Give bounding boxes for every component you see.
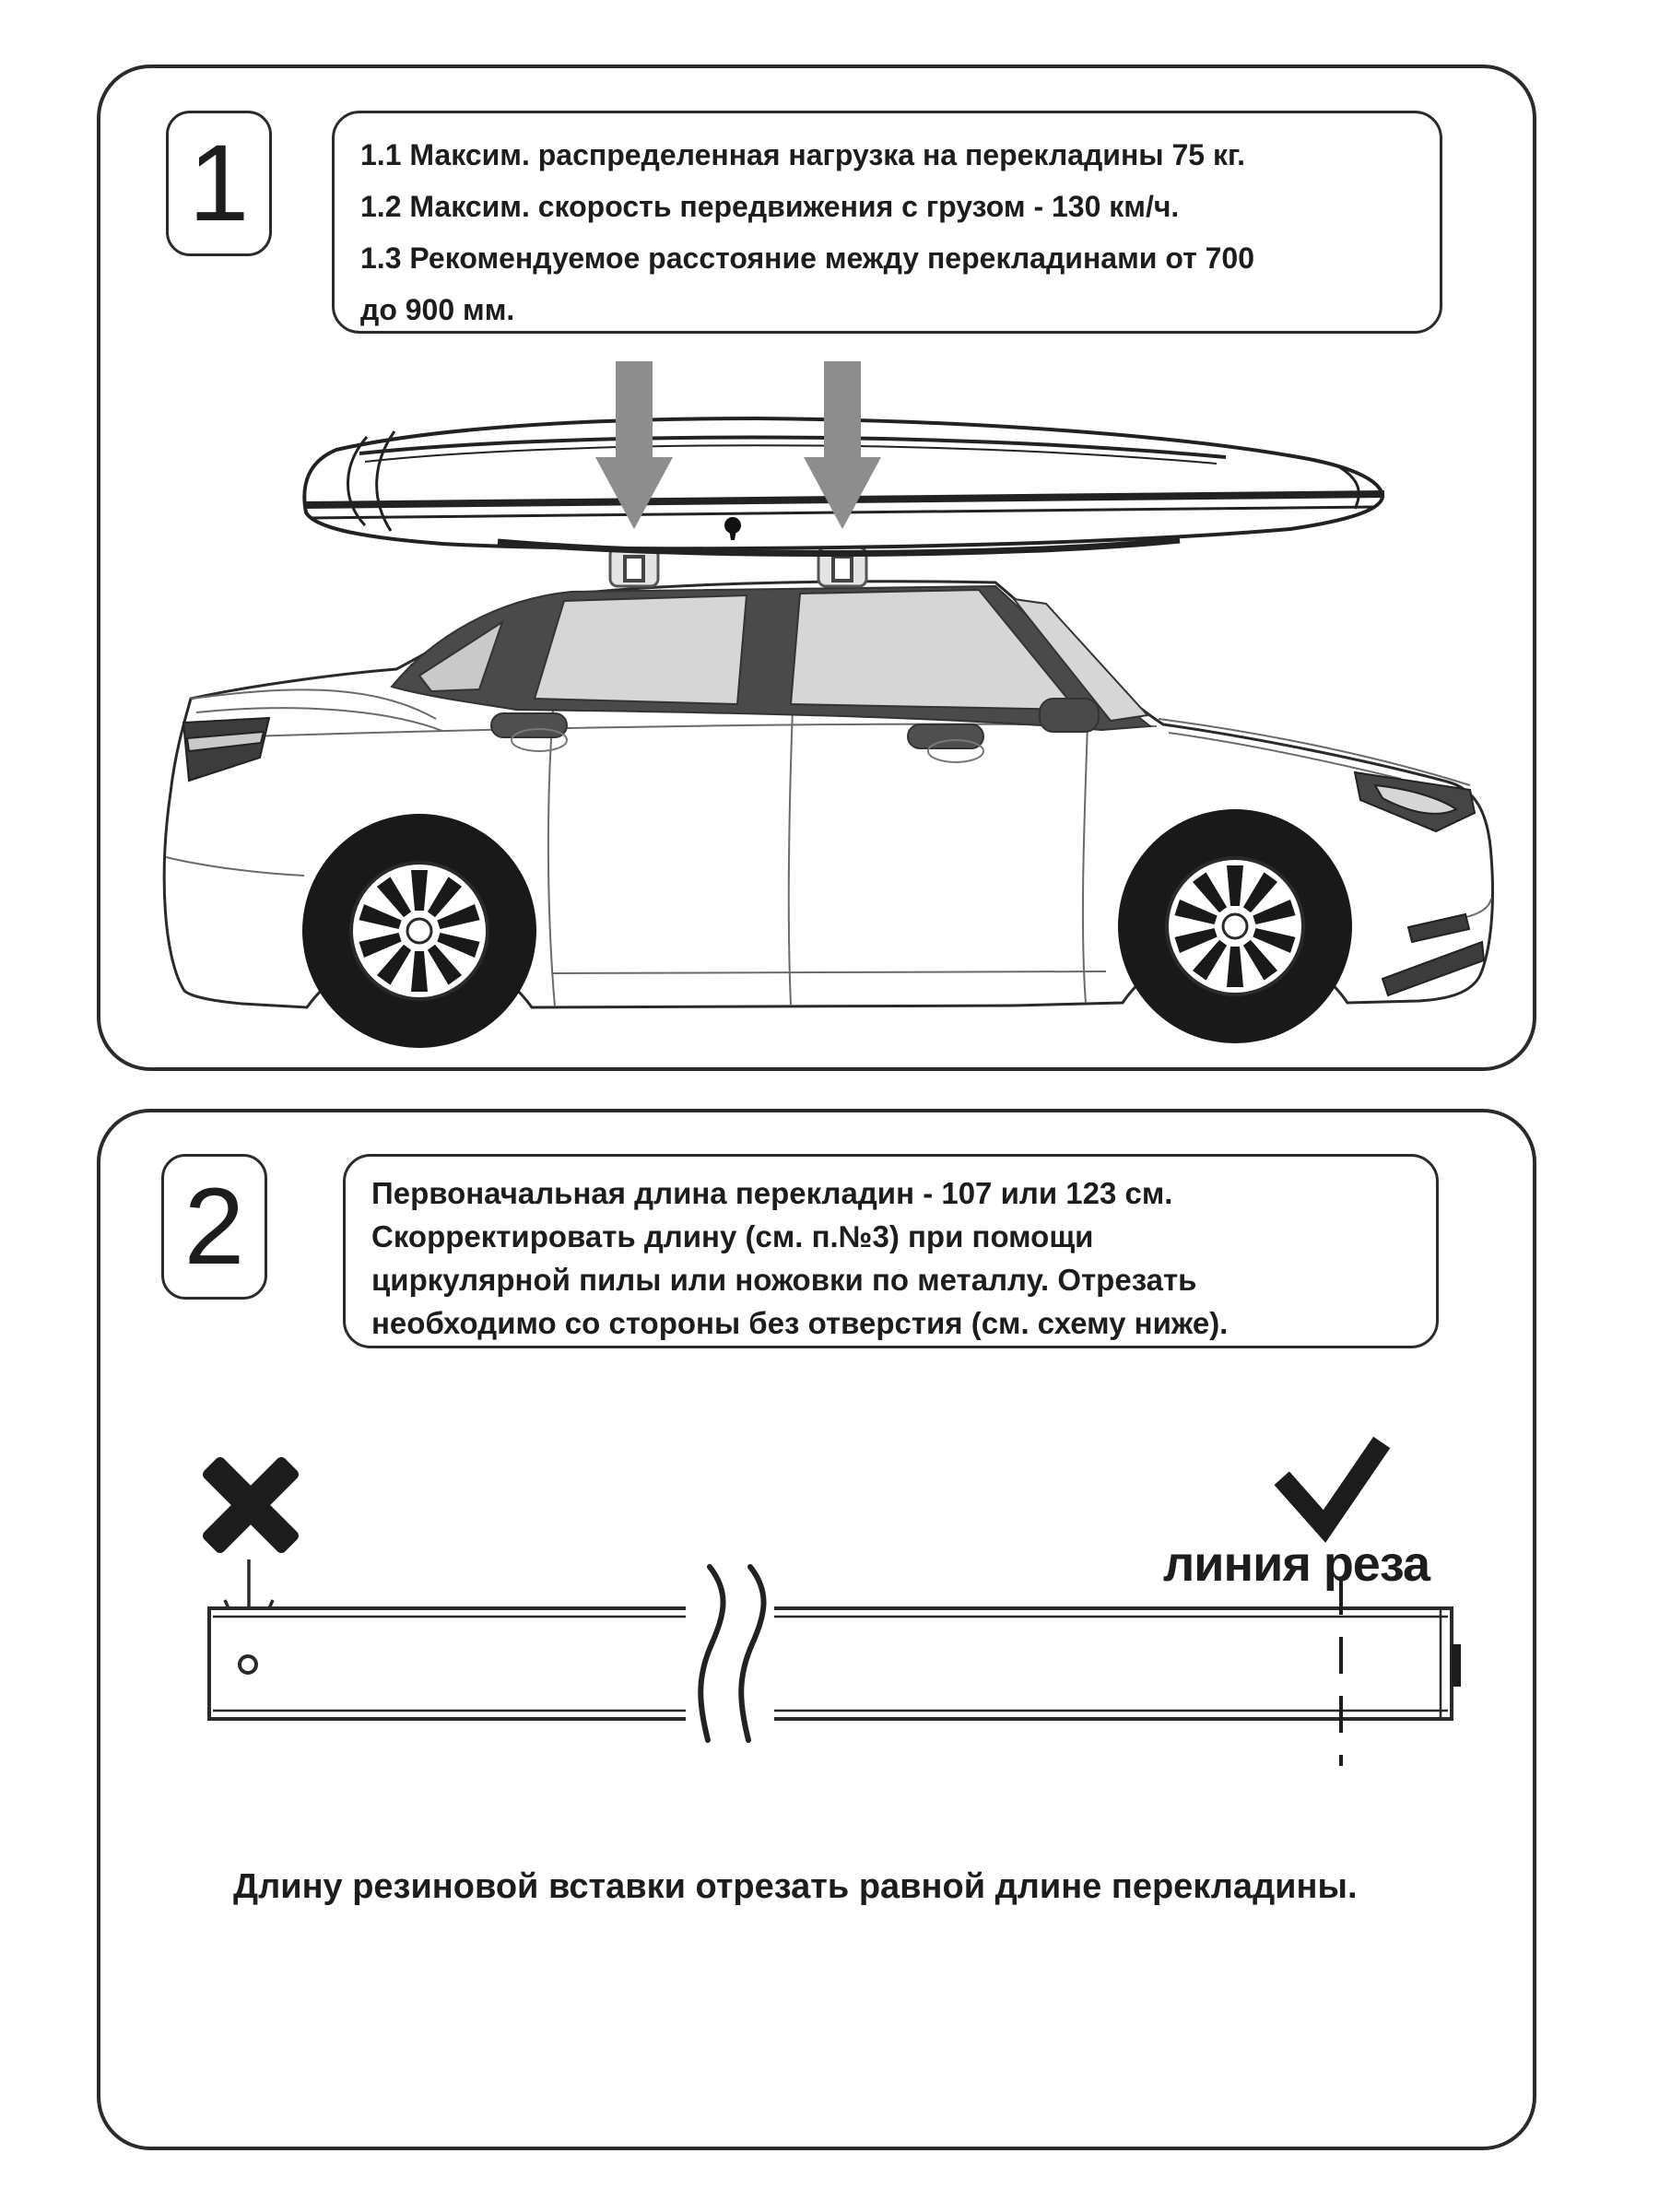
check-mark-icon <box>1288 1451 1376 1526</box>
instruction-line-2-3: циркулярной пилы или ножовки по металлу. Отрезать <box>371 1263 1197 1297</box>
rear-wheel <box>302 814 536 1048</box>
car-roofbox-illustration <box>97 65 1536 1071</box>
rubber-insert-caption: Длину резиновой вставки отрезать равной длине перекладины. <box>233 1867 1358 1906</box>
front-wheel <box>1118 809 1352 1043</box>
cut-line-label: линия реза <box>1163 1536 1430 1592</box>
side-mirror <box>1040 699 1099 732</box>
step-2-number: 2 <box>183 1166 245 1288</box>
step-1-number: 1 <box>188 123 250 244</box>
instruction-line-2-4: необходимо со стороны без отверстия (см. схему ниже). <box>371 1306 1229 1340</box>
instruction-line-1-3: 1.3 Рекомендуемое расстояние между перекладинами от 700 <box>360 241 1255 275</box>
instruction-line-1-2: 1.2 Максим. скорость передвижения с грузом - 130 км/ч. <box>360 190 1180 223</box>
factory-hole <box>240 1656 256 1673</box>
break-symbol <box>686 1567 774 1762</box>
end-cap-tab <box>1452 1644 1461 1687</box>
instruction-line-2-2: Скорректировать длину (см. п.№3) при помощи <box>371 1219 1094 1253</box>
instruction-line-2-1: Первоначальная длина перекладин - 107 или 123 см. <box>371 1176 1173 1210</box>
instruction-line-1-1: 1.1 Максим. распределенная нагрузка на перекладины 75 кг. <box>360 138 1245 171</box>
wrong-cross-icon <box>170 1424 331 1585</box>
crossbar-cutting-diagram <box>97 1109 1536 2150</box>
instruction-line-1-3b: до 900 мм. <box>360 293 515 326</box>
rear-door-glass <box>535 595 747 704</box>
crossbar <box>209 1608 1461 1719</box>
